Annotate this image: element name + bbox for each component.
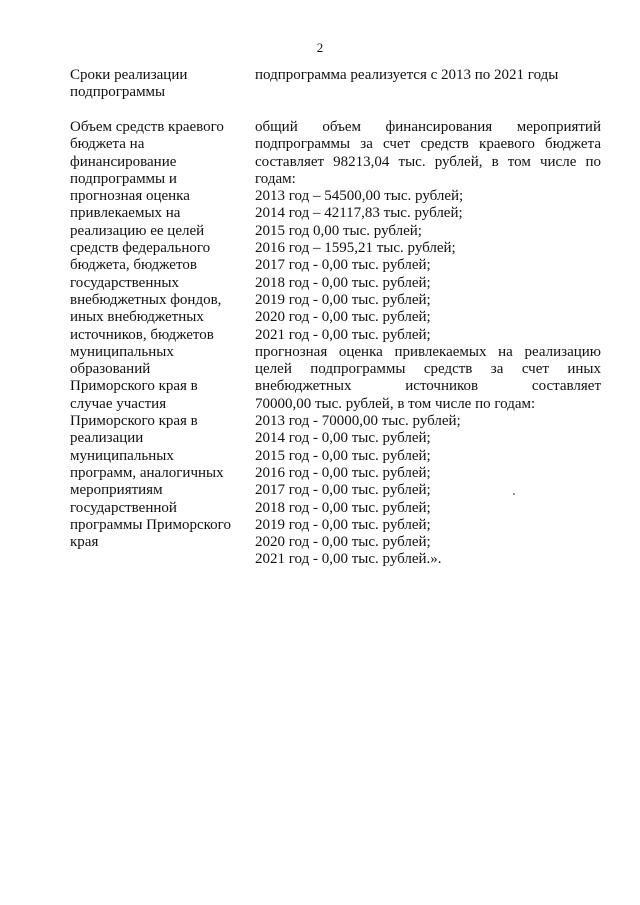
label-line: источников, бюджетов	[70, 326, 214, 343]
value-line: 2016 год - 0,00 тыс. рублей;	[255, 464, 431, 481]
label-line: прогнозная оценка	[70, 188, 190, 205]
label-line: привлекаемых на	[70, 205, 181, 222]
row-label	[70, 67, 245, 102]
row-value	[255, 67, 601, 84]
label-line: программы Приморского	[70, 516, 231, 533]
label-line: государственной	[70, 499, 177, 516]
page-number: 2	[316, 40, 324, 55]
row-value	[255, 119, 601, 569]
value-line: 2020 год - 0,00 тыс. рублей;	[255, 534, 431, 551]
label-line: Сроки реализации	[70, 67, 188, 83]
value-line: 2019 год - 0,00 тыс. рублей;	[255, 516, 431, 533]
label-line: иных внебюджетных	[70, 309, 204, 326]
label-line: Приморского края в	[70, 378, 198, 395]
label-line: реализации	[70, 430, 144, 447]
label-line: программ, аналогичных	[70, 464, 224, 481]
label-line: мероприятиям	[70, 482, 163, 499]
value-line: 2019 год - 0,00 тыс. рублей;	[255, 291, 431, 308]
label-line: муниципальных	[70, 343, 174, 360]
value-line: 2013 год – 54500,00 тыс. рублей;	[255, 188, 464, 205]
label-line: государственных	[70, 274, 179, 291]
label-line: подпрограммы	[70, 84, 166, 101]
value-line: подпрограммы за счет средств краевого бюджета	[255, 136, 601, 153]
label-line: Объем средств краевого	[70, 119, 224, 135]
value-line: 2014 год – 42117,83 тыс. рублей;	[255, 205, 463, 222]
label-line: Приморского края в	[70, 413, 198, 430]
value-line: 2018 год - 0,00 тыс. рублей;	[255, 499, 431, 516]
value-line: 2021 год - 0,00 тыс. рублей.».	[255, 551, 442, 568]
label-line: случае участия	[70, 395, 167, 412]
value-line: составляет 98213,04 тыс. рублей, в том числе по	[255, 153, 601, 170]
label-line: образований	[70, 361, 151, 378]
label-line: реализацию ее целей	[70, 222, 205, 239]
value-line: подпрограмма реализуется с 2013 по 2021 годы	[255, 67, 559, 83]
value-line: 2015 год - 0,00 тыс. рублей;	[255, 447, 431, 464]
row-label	[70, 119, 245, 551]
label-line: края	[70, 534, 99, 551]
value-line: 2013 год - 70000,00 тыс. рублей;	[255, 413, 461, 430]
value-line: прогнозная оценка привлекаемых на реализацию	[255, 343, 601, 360]
label-line: бюджета на	[70, 136, 145, 153]
value-line: 2016 год – 1595,21 тыс. рублей;	[255, 240, 456, 257]
label-line: подпрограммы и	[70, 170, 177, 187]
value-line: 2021 год - 0,00 тыс. рублей;	[255, 326, 431, 343]
value-line: 2018 год - 0,00 тыс. рублей;	[255, 274, 431, 291]
label-line: муниципальных	[70, 447, 174, 464]
scan-speck	[513, 493, 515, 495]
value-line: целей подпрограммы средств за счет иных	[255, 361, 601, 378]
value-line: 2014 год - 0,00 тыс. рублей;	[255, 430, 431, 447]
value-line: 2015 год 0,00 тыс. рублей;	[255, 222, 422, 239]
value-line: внебюджетных источников составляет	[255, 378, 601, 395]
label-line: финансирование	[70, 153, 177, 170]
value-line: 70000,00 тыс. рублей, в том числе по годам:	[255, 395, 536, 412]
value-line: общий объем финансирования мероприятий	[255, 119, 601, 135]
value-line: годам:	[255, 170, 296, 187]
label-line: внебюджетных фондов,	[70, 291, 222, 308]
label-line: бюджета, бюджетов	[70, 257, 197, 274]
value-line: 2017 год - 0,00 тыс. рублей;	[255, 257, 431, 274]
label-line: средств федерального	[70, 240, 211, 257]
value-line: 2020 год - 0,00 тыс. рублей;	[255, 309, 431, 326]
value-line: 2017 год - 0,00 тыс. рублей;	[255, 482, 431, 499]
